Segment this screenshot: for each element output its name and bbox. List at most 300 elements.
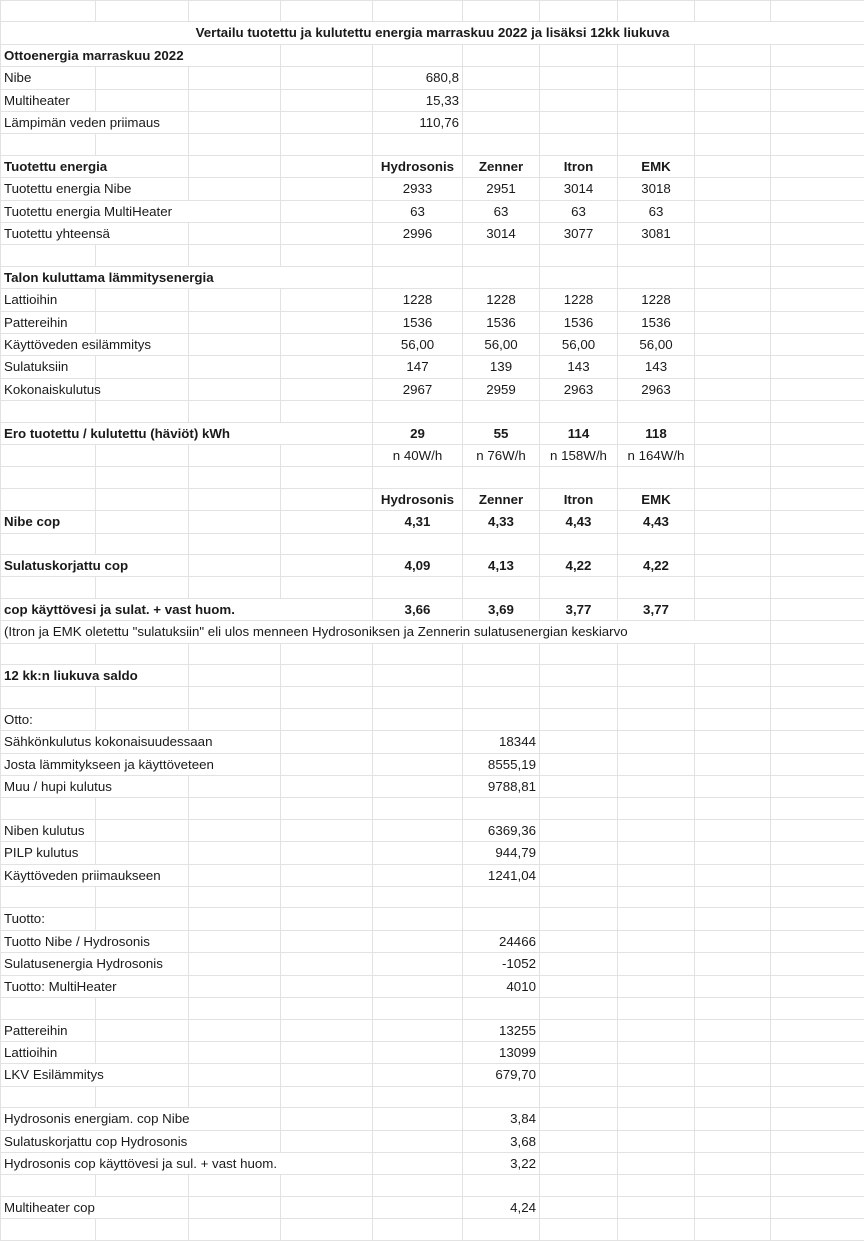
cell[interactable] <box>463 687 540 708</box>
cell[interactable] <box>189 467 281 488</box>
cell[interactable] <box>540 401 618 422</box>
cell[interactable] <box>695 798 771 819</box>
cell[interactable] <box>189 1219 281 1240</box>
cell[interactable] <box>540 533 618 554</box>
cell[interactable] <box>373 1086 463 1107</box>
cell[interactable] <box>1 245 96 266</box>
cell[interactable] <box>618 1019 695 1041</box>
cell[interactable] <box>463 533 540 554</box>
cell[interactable] <box>189 112 281 134</box>
cell[interactable] <box>373 687 463 708</box>
cell[interactable] <box>1 467 96 488</box>
cell[interactable] <box>373 577 463 598</box>
cell[interactable] <box>618 44 695 66</box>
cell[interactable] <box>1 134 96 155</box>
cell[interactable] <box>373 245 463 266</box>
cell[interactable] <box>618 134 695 155</box>
cell[interactable] <box>281 731 373 753</box>
cell[interactable] <box>189 1175 281 1196</box>
cell[interactable] <box>463 1219 540 1240</box>
cell[interactable] <box>540 953 618 975</box>
cell[interactable] <box>618 245 695 266</box>
cell[interactable] <box>540 819 618 841</box>
cell[interactable] <box>96 798 189 819</box>
cell[interactable] <box>695 1108 771 1130</box>
cell[interactable] <box>281 753 373 775</box>
cell[interactable] <box>281 1041 373 1063</box>
cell[interactable] <box>695 1219 771 1240</box>
cell[interactable] <box>373 998 463 1019</box>
cell[interactable] <box>463 1086 540 1107</box>
cell[interactable] <box>695 334 771 356</box>
cell[interactable] <box>1 1219 96 1240</box>
cell[interactable] <box>771 930 864 952</box>
cell[interactable] <box>618 533 695 554</box>
cell[interactable] <box>695 753 771 775</box>
cell[interactable] <box>1 798 96 819</box>
cell[interactable] <box>695 401 771 422</box>
cell[interactable] <box>1 1 96 22</box>
cell[interactable] <box>1 1175 96 1196</box>
cell[interactable] <box>96 134 189 155</box>
cell[interactable] <box>695 178 771 200</box>
cell[interactable] <box>189 311 281 333</box>
cell[interactable] <box>463 643 540 664</box>
cell[interactable] <box>695 134 771 155</box>
cell[interactable] <box>189 708 281 730</box>
cell[interactable] <box>771 178 864 200</box>
cell[interactable] <box>189 577 281 598</box>
cell[interactable] <box>540 89 618 111</box>
cell[interactable] <box>189 223 281 245</box>
cell[interactable] <box>695 245 771 266</box>
cell[interactable] <box>373 753 463 775</box>
cell[interactable] <box>695 422 771 444</box>
cell[interactable] <box>189 511 281 533</box>
cell[interactable] <box>618 643 695 664</box>
cell[interactable] <box>618 89 695 111</box>
cell[interactable] <box>373 643 463 664</box>
cell[interactable] <box>771 1 864 22</box>
cell[interactable] <box>618 1108 695 1130</box>
cell[interactable] <box>281 975 373 997</box>
cell[interactable] <box>96 998 189 1019</box>
cell[interactable] <box>695 887 771 908</box>
cell[interactable] <box>618 975 695 997</box>
cell[interactable] <box>96 401 189 422</box>
cell[interactable] <box>618 67 695 89</box>
cell[interactable] <box>281 311 373 333</box>
cell[interactable] <box>771 708 864 730</box>
cell[interactable] <box>540 1041 618 1063</box>
cell[interactable] <box>771 223 864 245</box>
cell[interactable] <box>540 112 618 134</box>
cell[interactable] <box>618 908 695 930</box>
cell[interactable] <box>463 467 540 488</box>
cell[interactable] <box>771 1152 864 1174</box>
cell[interactable] <box>281 1019 373 1041</box>
cell[interactable] <box>695 1064 771 1086</box>
cell[interactable] <box>695 665 771 687</box>
cell[interactable] <box>281 643 373 664</box>
cell[interactable] <box>373 953 463 975</box>
cell[interactable] <box>695 1041 771 1063</box>
cell[interactable] <box>189 1041 281 1063</box>
cell[interactable] <box>695 356 771 378</box>
cell[interactable] <box>281 819 373 841</box>
cell[interactable] <box>373 134 463 155</box>
cell[interactable] <box>281 223 373 245</box>
cell[interactable] <box>189 776 281 798</box>
cell[interactable] <box>96 445 189 467</box>
cell[interactable] <box>463 44 540 66</box>
cell[interactable] <box>618 1 695 22</box>
cell[interactable] <box>695 687 771 708</box>
cell[interactable] <box>540 687 618 708</box>
cell[interactable] <box>618 1041 695 1063</box>
cell[interactable] <box>771 334 864 356</box>
cell[interactable] <box>189 842 281 864</box>
cell[interactable] <box>373 776 463 798</box>
cell[interactable] <box>771 665 864 687</box>
cell[interactable] <box>540 665 618 687</box>
cell[interactable] <box>96 467 189 488</box>
cell[interactable] <box>771 289 864 311</box>
cell[interactable] <box>771 1108 864 1130</box>
cell[interactable] <box>281 1064 373 1086</box>
cell[interactable] <box>281 776 373 798</box>
cell[interactable] <box>281 687 373 708</box>
cell[interactable] <box>463 89 540 111</box>
cell[interactable] <box>189 864 281 886</box>
cell[interactable] <box>373 908 463 930</box>
cell[interactable] <box>96 687 189 708</box>
cell[interactable] <box>281 155 373 177</box>
cell[interactable] <box>463 266 540 288</box>
cell[interactable] <box>96 289 189 311</box>
cell[interactable] <box>695 445 771 467</box>
cell[interactable] <box>540 266 618 288</box>
cell[interactable] <box>771 842 864 864</box>
cell[interactable] <box>540 1086 618 1107</box>
cell[interactable] <box>96 908 189 930</box>
cell[interactable] <box>618 798 695 819</box>
cell[interactable] <box>373 266 463 288</box>
cell[interactable] <box>96 488 189 510</box>
cell[interactable] <box>540 134 618 155</box>
cell[interactable] <box>189 643 281 664</box>
cell[interactable] <box>189 178 281 200</box>
cell[interactable] <box>373 665 463 687</box>
cell[interactable] <box>771 798 864 819</box>
cell[interactable] <box>618 842 695 864</box>
cell[interactable] <box>771 422 864 444</box>
cell[interactable] <box>618 930 695 952</box>
cell[interactable] <box>1 401 96 422</box>
cell[interactable] <box>281 289 373 311</box>
cell[interactable] <box>373 731 463 753</box>
cell[interactable] <box>463 401 540 422</box>
cell[interactable] <box>373 467 463 488</box>
cell[interactable] <box>695 67 771 89</box>
cell[interactable] <box>96 311 189 333</box>
cell[interactable] <box>189 155 281 177</box>
cell[interactable] <box>540 67 618 89</box>
cell[interactable] <box>771 1130 864 1152</box>
cell[interactable] <box>189 998 281 1019</box>
cell[interactable] <box>695 555 771 577</box>
cell[interactable] <box>695 731 771 753</box>
cell[interactable] <box>373 1041 463 1063</box>
cell[interactable] <box>463 998 540 1019</box>
cell[interactable] <box>373 798 463 819</box>
cell[interactable] <box>618 266 695 288</box>
cell[interactable] <box>281 488 373 510</box>
cell[interactable] <box>771 1219 864 1240</box>
cell[interactable] <box>771 488 864 510</box>
cell[interactable] <box>281 1130 373 1152</box>
cell[interactable] <box>695 930 771 952</box>
cell[interactable] <box>618 1175 695 1196</box>
cell[interactable] <box>771 643 864 664</box>
cell[interactable] <box>373 533 463 554</box>
cell[interactable] <box>618 401 695 422</box>
cell[interactable] <box>189 533 281 554</box>
cell[interactable] <box>463 134 540 155</box>
cell[interactable] <box>189 289 281 311</box>
cell[interactable] <box>540 44 618 66</box>
cell[interactable] <box>771 401 864 422</box>
cell[interactable] <box>771 378 864 400</box>
cell[interactable] <box>1 643 96 664</box>
cell[interactable] <box>281 200 373 222</box>
cell[interactable] <box>189 687 281 708</box>
cell[interactable] <box>771 975 864 997</box>
cell[interactable] <box>189 378 281 400</box>
cell[interactable] <box>695 266 771 288</box>
cell[interactable] <box>281 67 373 89</box>
cell[interactable] <box>189 887 281 908</box>
cell[interactable] <box>189 89 281 111</box>
cell[interactable] <box>189 134 281 155</box>
cell[interactable] <box>463 67 540 89</box>
cell[interactable] <box>695 1019 771 1041</box>
cell[interactable] <box>281 555 373 577</box>
cell[interactable] <box>618 577 695 598</box>
cell[interactable] <box>540 467 618 488</box>
cell[interactable] <box>281 401 373 422</box>
cell[interactable] <box>281 533 373 554</box>
cell[interactable] <box>281 842 373 864</box>
cell[interactable] <box>281 378 373 400</box>
cell[interactable] <box>96 708 189 730</box>
cell[interactable] <box>281 245 373 266</box>
cell[interactable] <box>1 577 96 598</box>
cell[interactable] <box>771 998 864 1019</box>
cell[interactable] <box>695 1152 771 1174</box>
cell[interactable] <box>771 731 864 753</box>
cell[interactable] <box>281 1086 373 1107</box>
cell[interactable] <box>189 1086 281 1107</box>
cell[interactable] <box>96 643 189 664</box>
cell[interactable] <box>771 511 864 533</box>
cell[interactable] <box>771 533 864 554</box>
cell[interactable] <box>96 533 189 554</box>
cell[interactable] <box>618 112 695 134</box>
cell[interactable] <box>771 1064 864 1086</box>
cell[interactable] <box>771 200 864 222</box>
cell[interactable] <box>281 887 373 908</box>
cell[interactable] <box>96 511 189 533</box>
cell[interactable] <box>189 1064 281 1086</box>
cell[interactable] <box>540 245 618 266</box>
cell[interactable] <box>771 887 864 908</box>
cell[interactable] <box>771 864 864 886</box>
cell[interactable] <box>771 89 864 111</box>
cell[interactable] <box>771 445 864 467</box>
cell[interactable] <box>695 533 771 554</box>
cell[interactable] <box>695 89 771 111</box>
cell[interactable] <box>373 975 463 997</box>
cell[interactable] <box>373 1152 463 1174</box>
cell[interactable] <box>618 1064 695 1086</box>
cell[interactable] <box>373 1108 463 1130</box>
cell[interactable] <box>540 798 618 819</box>
cell[interactable] <box>540 1152 618 1174</box>
cell[interactable] <box>618 887 695 908</box>
cell[interactable] <box>618 1219 695 1240</box>
cell[interactable] <box>540 753 618 775</box>
cell[interactable] <box>96 577 189 598</box>
cell[interactable] <box>771 266 864 288</box>
cell[interactable] <box>281 908 373 930</box>
cell[interactable] <box>281 930 373 952</box>
cell[interactable] <box>96 378 189 400</box>
cell[interactable] <box>695 598 771 620</box>
cell[interactable] <box>281 356 373 378</box>
cell[interactable] <box>540 842 618 864</box>
cell[interactable] <box>771 112 864 134</box>
cell[interactable] <box>771 555 864 577</box>
cell[interactable] <box>540 776 618 798</box>
cell[interactable] <box>540 887 618 908</box>
cell[interactable] <box>1 998 96 1019</box>
cell[interactable] <box>540 1108 618 1130</box>
cell[interactable] <box>540 998 618 1019</box>
cell[interactable] <box>373 1064 463 1086</box>
cell[interactable] <box>540 1130 618 1152</box>
cell[interactable] <box>96 1219 189 1240</box>
cell[interactable] <box>96 1086 189 1107</box>
cell[interactable] <box>771 356 864 378</box>
cell[interactable] <box>540 908 618 930</box>
cell[interactable] <box>96 1019 189 1041</box>
cell[interactable] <box>281 953 373 975</box>
cell[interactable] <box>771 598 864 620</box>
cell[interactable] <box>771 1041 864 1063</box>
cell[interactable] <box>281 112 373 134</box>
cell[interactable] <box>96 819 189 841</box>
cell[interactable] <box>695 577 771 598</box>
cell[interactable] <box>618 1130 695 1152</box>
cell[interactable] <box>618 819 695 841</box>
cell[interactable] <box>771 1019 864 1041</box>
cell[interactable] <box>695 155 771 177</box>
cell[interactable] <box>281 511 373 533</box>
cell[interactable] <box>189 356 281 378</box>
cell[interactable] <box>281 1 373 22</box>
cell[interactable] <box>373 1 463 22</box>
cell[interactable] <box>618 953 695 975</box>
cell[interactable] <box>771 245 864 266</box>
cell[interactable] <box>618 687 695 708</box>
cell[interactable] <box>96 67 189 89</box>
cell[interactable] <box>281 445 373 467</box>
cell[interactable] <box>189 401 281 422</box>
cell[interactable] <box>771 311 864 333</box>
cell[interactable] <box>463 1175 540 1196</box>
cell[interactable] <box>540 1019 618 1041</box>
cell[interactable] <box>373 401 463 422</box>
cell[interactable] <box>281 134 373 155</box>
cell[interactable] <box>189 334 281 356</box>
cell[interactable] <box>373 1130 463 1152</box>
cell[interactable] <box>695 511 771 533</box>
cell[interactable] <box>540 643 618 664</box>
cell[interactable] <box>695 289 771 311</box>
cell[interactable] <box>771 467 864 488</box>
cell[interactable] <box>281 467 373 488</box>
cell[interactable] <box>695 112 771 134</box>
cell[interactable] <box>695 1086 771 1107</box>
cell[interactable] <box>618 1152 695 1174</box>
cell[interactable] <box>695 819 771 841</box>
cell[interactable] <box>618 467 695 488</box>
cell[interactable] <box>281 1108 373 1130</box>
cell[interactable] <box>695 1 771 22</box>
cell[interactable] <box>189 798 281 819</box>
cell[interactable] <box>540 731 618 753</box>
cell[interactable] <box>96 1175 189 1196</box>
cell[interactable] <box>540 864 618 886</box>
cell[interactable] <box>771 1086 864 1107</box>
cell[interactable] <box>540 1 618 22</box>
cell[interactable] <box>695 200 771 222</box>
cell[interactable] <box>189 245 281 266</box>
cell[interactable] <box>281 665 373 687</box>
cell[interactable] <box>281 178 373 200</box>
cell[interactable] <box>695 842 771 864</box>
cell[interactable] <box>695 488 771 510</box>
cell[interactable] <box>281 998 373 1019</box>
cell[interactable] <box>96 1 189 22</box>
cell[interactable] <box>189 908 281 930</box>
cell[interactable] <box>189 1 281 22</box>
cell[interactable] <box>771 134 864 155</box>
cell[interactable] <box>540 930 618 952</box>
cell[interactable] <box>281 89 373 111</box>
cell[interactable] <box>189 488 281 510</box>
cell[interactable] <box>695 44 771 66</box>
cell[interactable] <box>540 1219 618 1240</box>
cell[interactable] <box>771 776 864 798</box>
cell[interactable] <box>1 533 96 554</box>
cell[interactable] <box>771 577 864 598</box>
cell[interactable] <box>771 819 864 841</box>
cell[interactable] <box>695 223 771 245</box>
cell[interactable] <box>771 67 864 89</box>
cell[interactable] <box>189 1019 281 1041</box>
